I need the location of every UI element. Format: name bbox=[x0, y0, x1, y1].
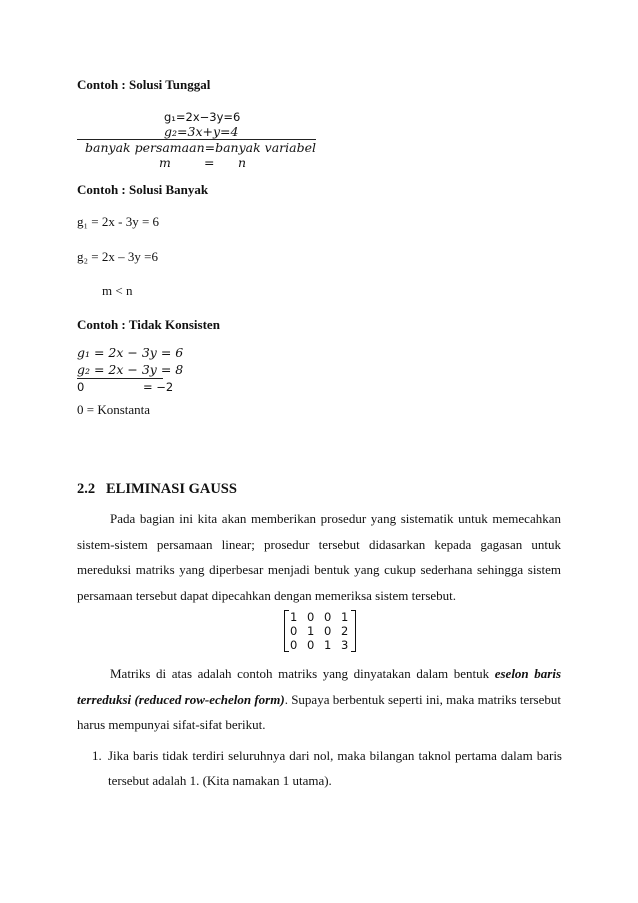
matrix-row bbox=[290, 610, 358, 624]
matrix-cell: 1 bbox=[307, 624, 315, 638]
matrix-row bbox=[290, 624, 358, 638]
matrix-cell: 0 bbox=[290, 638, 298, 652]
paragraph-intro-text: Pada bagian ini kita akan memberikan prosedur yang sistematik untuk memecahkan sistem-sistem persamaan linear; prosedur tersebut didasarkan kepada gagasan untuk mereduksi matriks yang diperbesar menjadi bentuk yang cukup sederhana sehingga sistem persamaan tersebut dapat dipecahkan dengan memeriksa sistem tersebut. bbox=[77, 511, 561, 603]
equation-g2-konsisten: g₂ = 2x − 3y = 8 bbox=[77, 362, 184, 377]
matrix-example bbox=[284, 610, 356, 652]
matrix-bracket-left bbox=[284, 610, 289, 652]
matrix-cell: 2 bbox=[341, 624, 349, 638]
paragraph-eselon bbox=[77, 661, 561, 738]
matrix-cell: 0 bbox=[324, 610, 332, 624]
matrix-cell: 0 bbox=[307, 610, 315, 624]
equation-konstanta: 0 = Konstanta bbox=[77, 402, 151, 417]
list-item bbox=[92, 743, 562, 793]
difference-line bbox=[77, 378, 163, 379]
equation-g1-tunggal: g₁=2x−3y=6 bbox=[164, 110, 241, 124]
matrix-cell: 0 bbox=[307, 638, 315, 652]
equation-g2-banyak: g₂ = 2x – 3y =6 bbox=[77, 249, 158, 264]
paragraph-eselon-part-c: . Supaya berbentuk seperti ini, maka matriks tersebut harus mempunyai sifat-sifat berikut. bbox=[77, 691, 561, 732]
equation-equals: = bbox=[204, 155, 215, 170]
list-item-number: 1. bbox=[92, 748, 102, 763]
equation-g2-tunggal: g₂=3x+y=4 bbox=[164, 124, 239, 139]
matrix-cell: 1 bbox=[324, 638, 332, 652]
paragraph-eselon-part-a: Matriks di atas adalah contoh matriks yang dinyatakan dalam bentuk bbox=[110, 666, 495, 681]
equation-banyak: banyak persamaan=banyak variabel bbox=[85, 140, 316, 155]
heading-tidak-konsisten: Contoh : Tidak Konsisten bbox=[77, 317, 220, 332]
matrix-cell: 1 bbox=[341, 610, 349, 624]
equation-g1-konsisten: g₁ = 2x − 3y = 6 bbox=[77, 345, 184, 360]
matrix-cell: 1 bbox=[290, 610, 298, 624]
heading-solusi-tunggal: Contoh : Solusi Tunggal bbox=[77, 77, 211, 92]
matrix-row bbox=[290, 638, 358, 652]
paragraph-eselon-text bbox=[77, 661, 561, 738]
paragraph-intro bbox=[77, 506, 561, 608]
equation-g1-banyak: g₁ = 2x - 3y = 6 bbox=[77, 214, 160, 229]
equation-m: m bbox=[159, 155, 171, 170]
term-eselon-baris: eselon baris terreduksi (reduced row-echelon form) bbox=[77, 666, 562, 707]
matrix-cell: 3 bbox=[341, 638, 349, 652]
heading-solusi-banyak: Contoh : Solusi Banyak bbox=[77, 182, 209, 197]
equation-zero: 0 bbox=[77, 380, 85, 394]
list-item-text: Jika baris tidak terdiri seluruhnya dari nol, maka bilangan taknol pertama dalam baris tersebut adalah 1. (Kita namakan 1 utama). bbox=[108, 748, 562, 788]
property-list bbox=[92, 743, 562, 793]
matrix-cell: 0 bbox=[324, 624, 332, 638]
equation-n: n bbox=[238, 155, 247, 170]
equation-minus-two: = −2 bbox=[143, 380, 174, 394]
equation-m-less-n: m < n bbox=[102, 283, 133, 298]
section-heading-eliminasi-gauss: 2.2 ELIMINASI GAUSS bbox=[77, 481, 237, 497]
matrix-cell: 0 bbox=[290, 624, 298, 638]
